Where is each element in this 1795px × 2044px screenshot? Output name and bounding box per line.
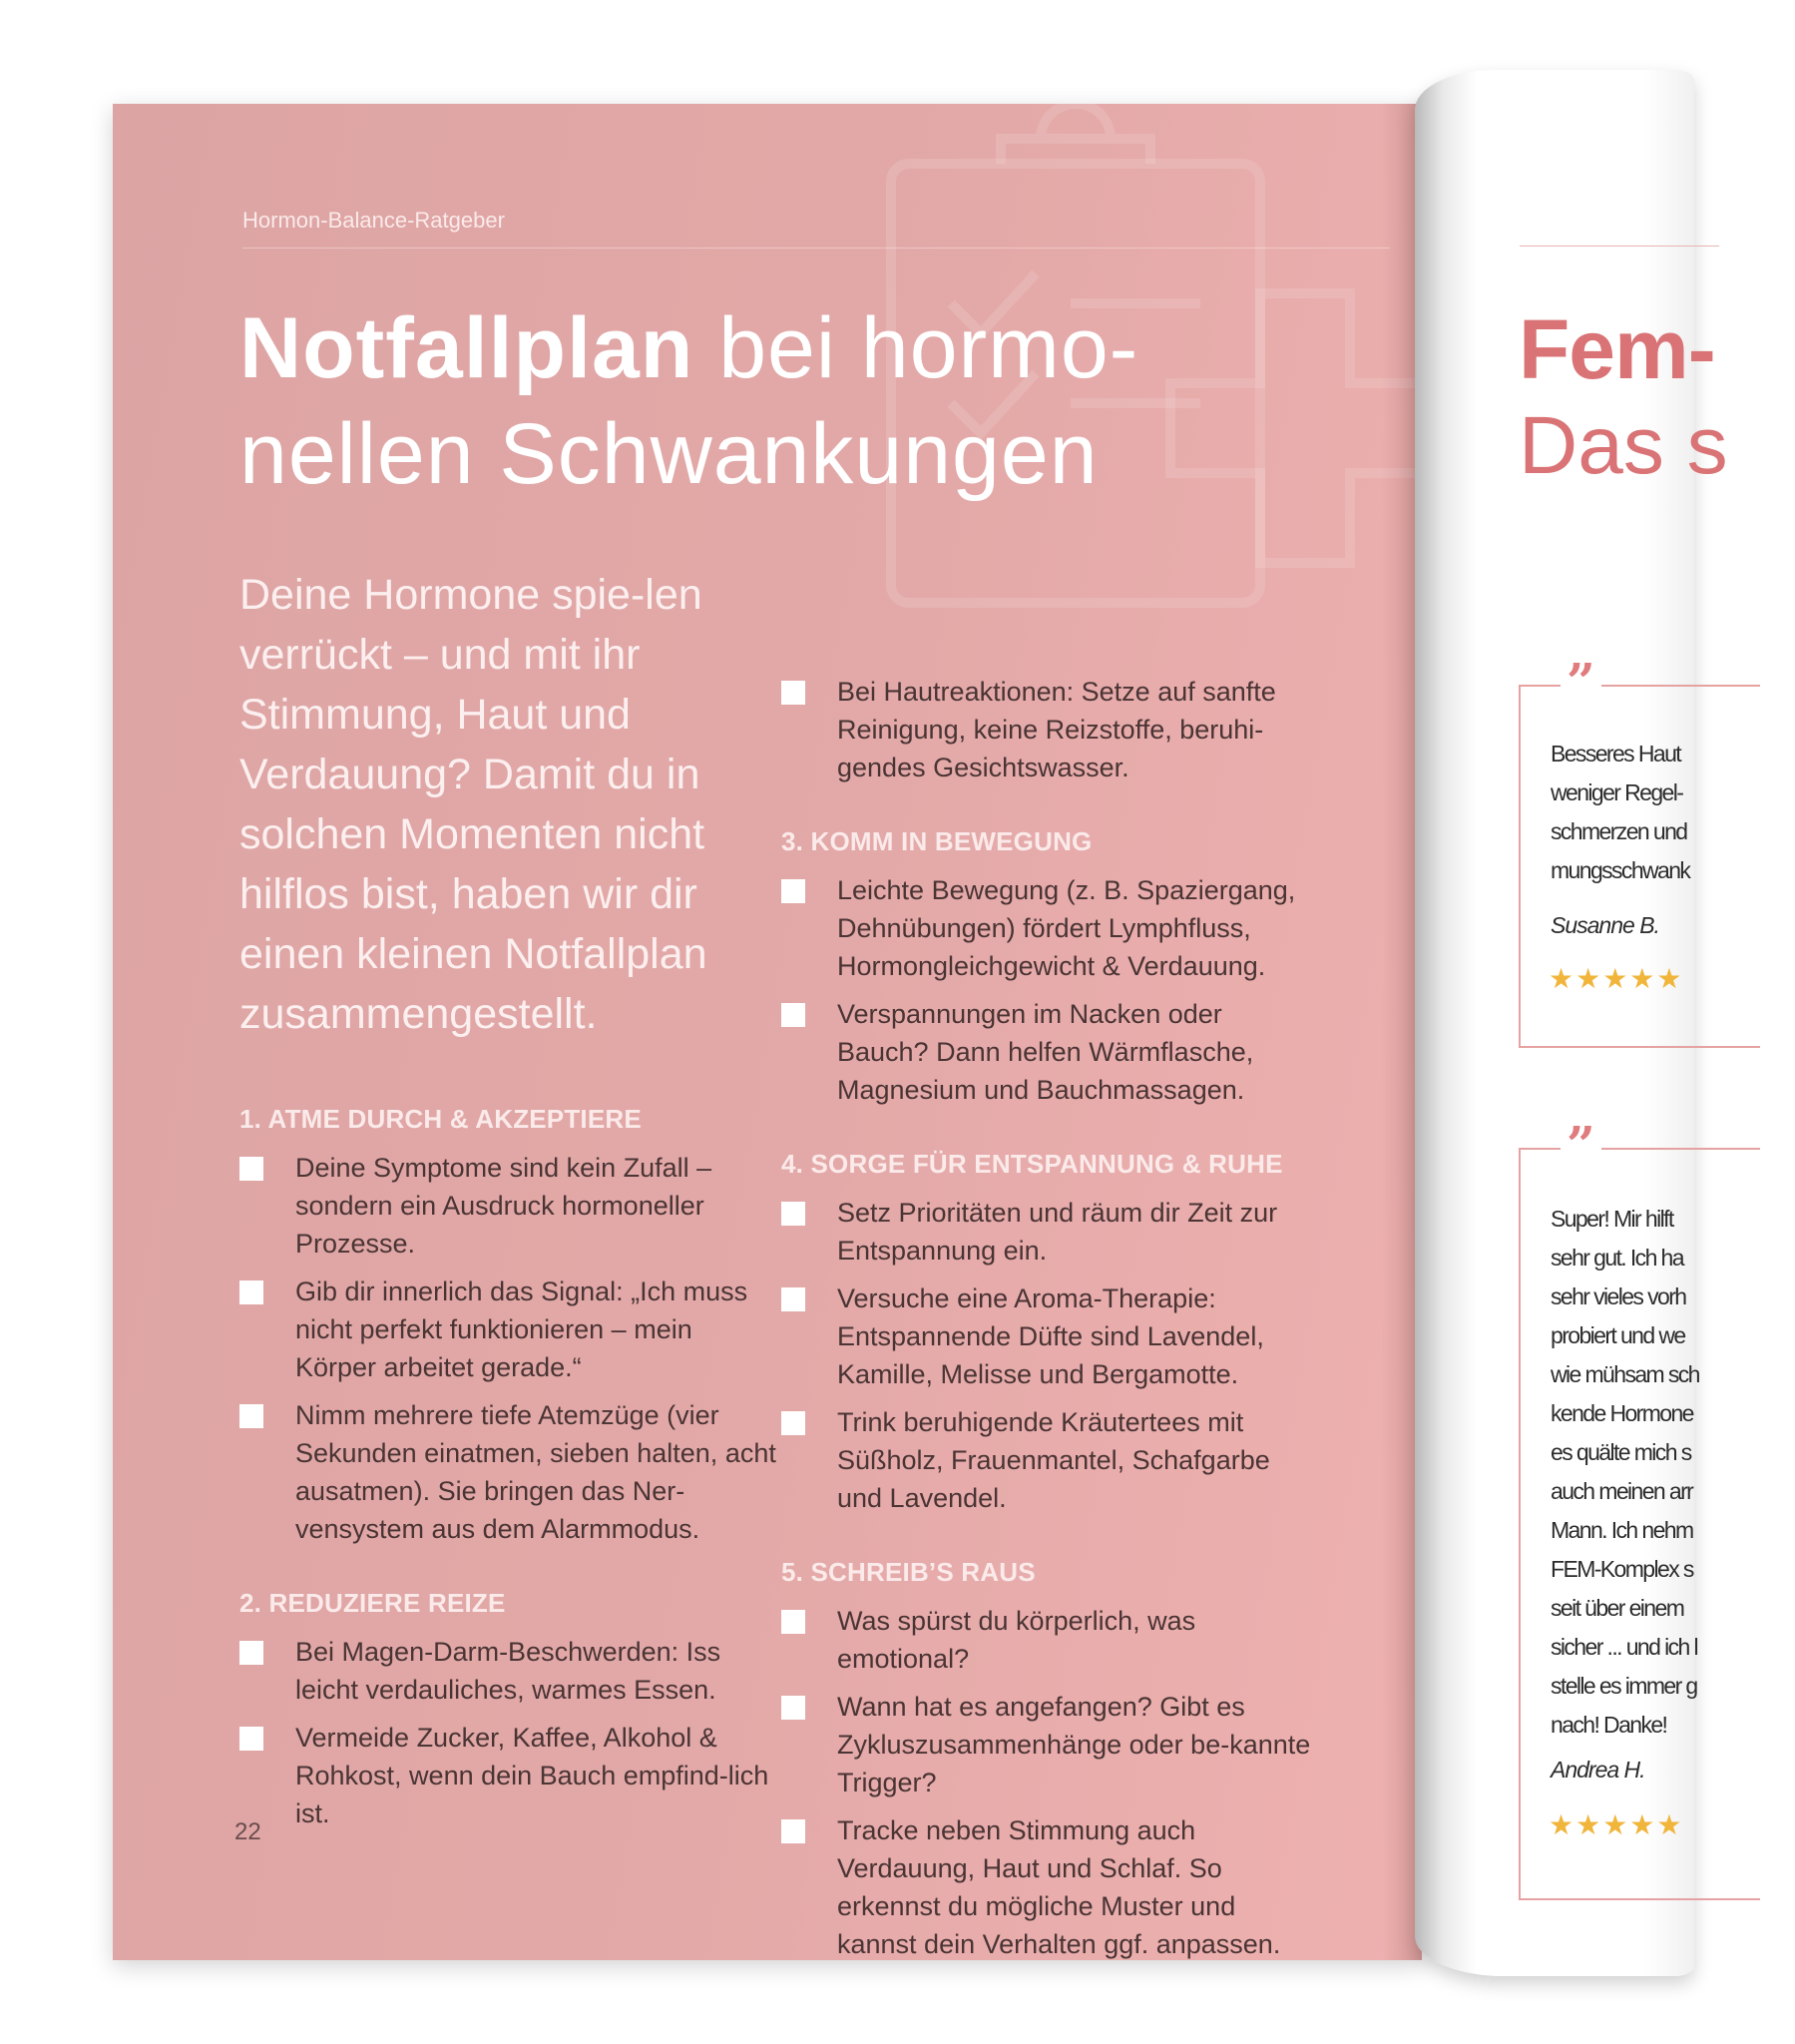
testimonial-card <box>1519 1115 1760 1900</box>
checkbox[interactable] <box>239 1280 263 1304</box>
right-page-curled <box>1415 70 1728 1976</box>
testimonial-line: schmerzen und <box>1551 818 1687 844</box>
quote-mark-icon: ” <box>1561 1120 1601 1170</box>
checklist-item-text: Trink beruhigende Kräutertees mit Süßholz, Frauenmantel, Schafgarbe und Lavendel. <box>837 1407 1270 1513</box>
checklist-item-text: Bei Hautreaktionen: Setze auf sanfte Reinigung, keine Reizstoffe, beruhi-gendes Gesichtswasser. <box>837 677 1276 782</box>
checklist-item <box>781 1602 1320 1678</box>
checklist-item <box>781 1811 1320 1963</box>
checkbox[interactable] <box>239 1404 263 1428</box>
checklist-item <box>781 871 1320 985</box>
page-title <box>239 295 1337 507</box>
section-heading: 1. ATME DURCH & AKZEPTIERE <box>239 1104 642 1134</box>
checklist-item-text: Vermeide Zucker, Kaffee, Alkohol & Rohkost, wenn dein Bauch empfind-lich ist. <box>295 1723 769 1828</box>
checkbox[interactable] <box>239 1157 263 1181</box>
checkbox[interactable] <box>781 1202 805 1226</box>
title-bold: Notfallplan <box>239 300 694 396</box>
testimonial-author: Andrea H. <box>1551 1757 1645 1783</box>
checklist-item <box>239 1149 778 1263</box>
section-reduce-stimuli-continued <box>781 673 1320 786</box>
checkbox[interactable] <box>781 1287 805 1311</box>
testimonial-text <box>1551 735 1689 890</box>
checklist-item-text: Setz Prioritäten und räum dir Zeit zur Entspannung ein. <box>837 1198 1278 1266</box>
checklist-item-text: Versuche eine Aroma-Therapie: Entspannende Düfte sind Lavendel, Kamille, Melisse und Bergamotte. <box>837 1283 1264 1389</box>
checklist-item <box>781 1403 1320 1517</box>
left-page <box>113 104 1422 1960</box>
testimonial-line: wie mühsam sch <box>1551 1361 1699 1387</box>
section-relaxation <box>781 1149 1320 1517</box>
checklist-item <box>239 1396 778 1548</box>
testimonial-line: FEM-Komplex s <box>1551 1556 1693 1582</box>
checklist-item-text: Was spürst du körperlich, was emotional? <box>837 1606 1196 1674</box>
checklist-item-text: Gib dir innerlich das Signal: „Ich muss nicht perfekt funktionieren – mein Körper arbeitet gerade.“ <box>295 1277 748 1382</box>
header-divider <box>242 248 1390 249</box>
testimonial-line: Mann. Ich nehm <box>1551 1517 1693 1543</box>
running-header: Hormon-Balance-Ratgeber <box>242 208 505 233</box>
page-number: 22 <box>234 1818 261 1845</box>
star-rating: ★★★★★ <box>1549 1809 1684 1840</box>
checklist-item <box>239 1719 778 1832</box>
testimonial-line: Super! Mir hilft <box>1551 1206 1673 1232</box>
testimonial-line: sehr gut. Ich ha <box>1551 1245 1683 1271</box>
intro-paragraph: Deine Hormone spie-len verrückt – und mit ihr Stimmung, Haut und Verdauung? Damit du in solchen Momenten nicht hilflos bist, haben wir dir einen kleinen Notfallplan zusammengestellt. <box>239 571 707 1038</box>
star-rating: ★★★★★ <box>1549 963 1684 994</box>
section-reduce-stimuli <box>239 1588 778 1832</box>
section-breathe <box>239 1104 778 1548</box>
checklist-item <box>781 1194 1320 1270</box>
testimonial-line: mungsschwank <box>1551 857 1690 883</box>
header-divider <box>1520 246 1719 247</box>
testimonial-line: nach! Danke! <box>1551 1712 1667 1738</box>
checkbox[interactable] <box>781 1003 805 1027</box>
checkbox[interactable] <box>781 1411 805 1435</box>
section-movement <box>781 826 1320 1109</box>
right-page-subtitle: Das s <box>1519 400 1728 491</box>
checklist-item <box>781 1279 1320 1393</box>
testimonial-line: sehr vieles vorh <box>1551 1283 1686 1309</box>
checklist-item <box>781 673 1320 786</box>
testimonial-line: Besseres Haut <box>1551 741 1681 766</box>
checklist-item <box>239 1633 778 1709</box>
quote-mark-icon: ” <box>1561 657 1601 707</box>
testimonial-author: Susanne B. <box>1551 912 1659 938</box>
checklist-column-right <box>781 673 1320 2003</box>
right-page-title: Fem- <box>1519 302 1715 396</box>
section-heading: 2. REDUZIERE REIZE <box>239 1588 506 1618</box>
testimonial-line: weniger Regel- <box>1551 779 1683 805</box>
checklist-item-text: Wann hat es angefangen? Gibt es Zykluszusammenhänge oder be-kannte Trigger? <box>837 1692 1311 1797</box>
testimonial-line: stelle es immer g <box>1551 1673 1697 1699</box>
testimonial-text <box>1551 1200 1699 1745</box>
checklist-item-text: Deine Symptome sind kein Zufall – sondern ein Ausdruck hormoneller Prozesse. <box>295 1153 712 1259</box>
checkbox[interactable] <box>781 1696 805 1720</box>
testimonial-line: kende Hormone <box>1551 1400 1693 1426</box>
testimonial-line: seit über einem <box>1551 1595 1684 1621</box>
title-line-2: nellen Schwankungen <box>239 406 1099 502</box>
checklist-item <box>239 1273 778 1386</box>
checkbox[interactable] <box>781 1819 805 1843</box>
testimonial-line: sicher ... und ich l <box>1551 1634 1697 1660</box>
section-heading: 4. SORGE FÜR ENTSPANNUNG & RUHE <box>781 1149 1283 1179</box>
title-rest: bei hormo- <box>693 300 1139 396</box>
checklist-column-left <box>239 1104 778 1872</box>
checklist-item-text: Tracke neben Stimmung auch Verdauung, Haut und Schlaf. So erkennst du mögliche Muster und kannst dein Verhalten ggf. anpassen. <box>837 1815 1281 1959</box>
testimonial-line: auch meinen arr <box>1551 1478 1693 1504</box>
checklist-item-text: Leichte Bewegung (z. B. Spaziergang, Dehnübungen) fördert Lymphfluss, Hormongleichgewicht & Verdauung. <box>837 875 1296 981</box>
checkbox[interactable] <box>781 879 805 903</box>
testimonial-line: probiert und we <box>1551 1322 1685 1348</box>
section-heading: 5. SCHREIB’S RAUS <box>781 1557 1036 1587</box>
testimonial-line: es quälte mich s <box>1551 1439 1691 1465</box>
checkbox[interactable] <box>781 681 805 705</box>
checkbox[interactable] <box>239 1727 263 1751</box>
section-heading: 3. KOMM IN BEWEGUNG <box>781 826 1093 856</box>
checkbox[interactable] <box>239 1641 263 1665</box>
checklist-item-text: Bei Magen-Darm-Beschwerden: Iss leicht verdauliches, warmes Essen. <box>295 1637 721 1705</box>
checklist-item-text: Verspannungen im Nacken oder Bauch? Dann helfen Wärmflasche, Magnesium und Bauchmassagen. <box>837 999 1254 1105</box>
section-write-it-out <box>781 1557 1320 1963</box>
checkbox[interactable] <box>781 1610 805 1634</box>
checklist-item <box>781 1688 1320 1801</box>
checklist-item <box>781 995 1320 1109</box>
testimonial-card <box>1519 652 1760 1048</box>
checklist-item-text: Nimm mehrere tiefe Atemzüge (vier Sekunden einatmen, sieben halten, acht ausatmen). Sie bringen das Ner-vensystem aus dem Alarmmodus. <box>295 1400 776 1544</box>
